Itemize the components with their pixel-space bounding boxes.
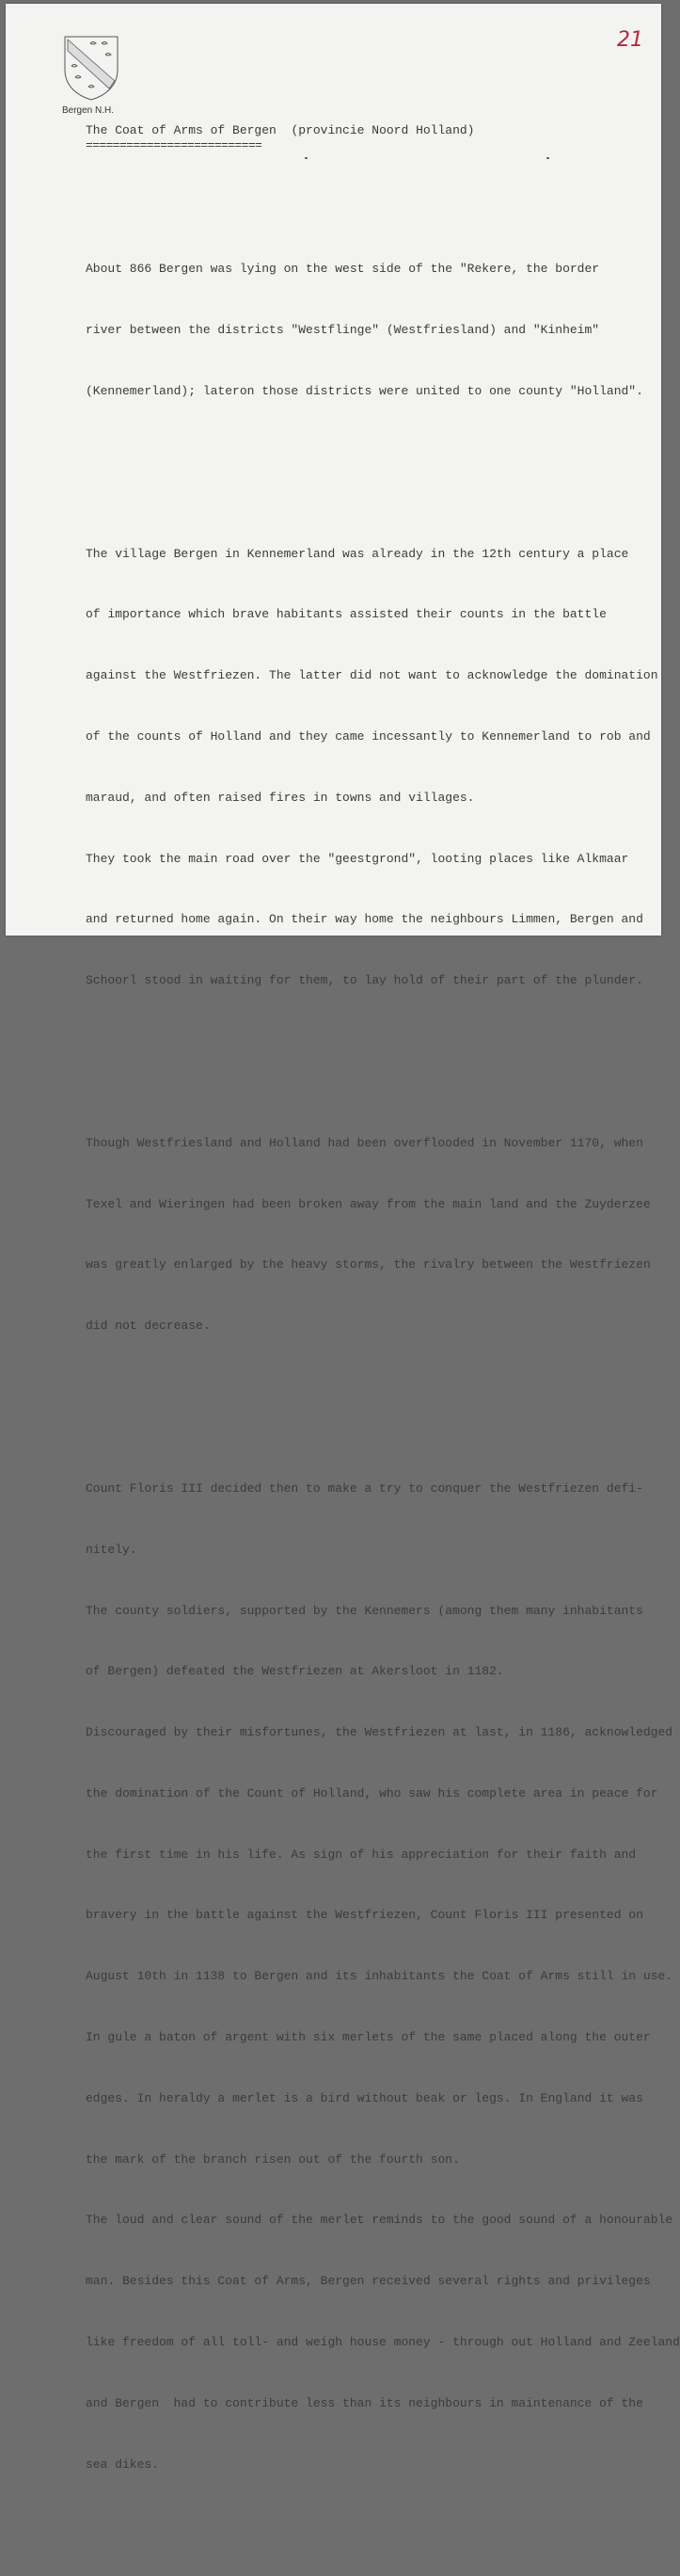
text-line: the mark of the branch risen out of the fourth son. xyxy=(86,2152,460,2167)
text-line: did not decrease. xyxy=(86,1319,211,1334)
text-line: the domination of the Count of Holland, who saw his complete area in peace for xyxy=(86,1785,658,1800)
text-line: The county soldiers, supported by the Kennemers (among them many inhabitants xyxy=(86,1603,643,1618)
text-line: August 10th in 1138 to Bergen and its inhabitants the Coat of Arms still in use. xyxy=(86,1969,673,1984)
text-line: (Kennemerland); lateron those districts were united to one county "Holland". xyxy=(86,383,643,398)
text-line: Discouraged by their misfortunes, the Westfriezen at last, in 1186, acknowledged xyxy=(86,1725,673,1740)
ink-speck xyxy=(305,157,308,159)
text-line: man. Besides this Coat of Arms, Bergen received several rights and privileges xyxy=(86,2274,651,2289)
text-line: was greatly enlarged by the heavy storms, the rivalry between the Westfriezen xyxy=(86,1257,651,1272)
title-underline: ========================== xyxy=(86,138,262,152)
text-line: of importance which brave habitants assisted their counts in the battle xyxy=(86,607,607,622)
text-line: and Bergen had to contribute less than its neighbours in maintenance of the xyxy=(86,2395,643,2410)
text-line: maraud, and often raised fires in towns and villages. xyxy=(86,790,475,805)
page-title: The Coat of Arms of Bergen xyxy=(86,123,277,137)
text-line: river between the districts "Westflinge" (Westfriesland) and "Kinheim" xyxy=(86,323,600,338)
text-line: The village Bergen in Kennemerland was already in the 12th century a place xyxy=(86,546,629,561)
document-page xyxy=(6,4,680,2472)
text-line: Schoorl stood in waiting for them, to lay hold of their part of the plunder. xyxy=(86,973,643,988)
text-line: of Bergen) defeated the Westfriezen at Akersloot in 1182. xyxy=(86,1664,504,1679)
text-line: edges. In heraldy a merlet is a bird without beak or legs. In England it was xyxy=(86,2090,643,2105)
page-subtitle: (provincie Noord Holland) xyxy=(291,123,475,137)
text-line: and returned home again. On their way home the neighbours Limmen, Bergen and xyxy=(86,912,643,927)
text-line: against the Westfriezen. The latter did not want to acknowledge the domination xyxy=(86,668,658,683)
text-line: They took the main road over the "geestgrond", looting places like Alkmaar xyxy=(86,851,629,866)
text-line: About 866 Bergen was lying on the west side of the "Rekere, the border xyxy=(86,262,600,277)
ink-speck xyxy=(546,157,549,159)
body-text xyxy=(86,178,680,2576)
text-line: of the counts of Holland and they came incessantly to Kennemerland to rob and xyxy=(86,729,651,744)
coat-of-arms-icon xyxy=(62,34,120,102)
paragraph xyxy=(86,218,643,442)
text-line: nitely. xyxy=(86,1542,137,1557)
title-line xyxy=(86,123,475,137)
text-line: Though Westfriesland and Holland had been overflooded in November 1170, when xyxy=(86,1135,643,1150)
paragraph xyxy=(86,1438,680,2515)
page-number: 21 xyxy=(617,28,643,52)
text-line: Count Floris III decided then to make a try to conquer the Westfriezen defi- xyxy=(86,1481,643,1496)
text-line: sea dikes. xyxy=(86,2456,160,2472)
crest-caption: Bergen N.H. xyxy=(62,105,115,116)
text-line: the first time in his life. As sign of his appreciation for their faith and xyxy=(86,1847,637,1862)
text-line: Texel and Wieringen had been broken away from the main land and the Zuyderzee xyxy=(86,1196,651,1211)
text-line: like freedom of all toll- and weigh house money - through out Holland and Zeeland xyxy=(86,2334,680,2349)
paragraph xyxy=(86,1093,651,1377)
text-line: The loud and clear sound of the merlet reminds to the good sound of a honourable xyxy=(86,2213,673,2228)
paragraph xyxy=(86,504,658,1032)
text-line: bravery in the battle against the Westfriezen, Count Floris III presented on xyxy=(86,1908,643,1923)
text-line: In gule a baton of argent with six merlets of the same placed along the outer xyxy=(86,2030,651,2045)
